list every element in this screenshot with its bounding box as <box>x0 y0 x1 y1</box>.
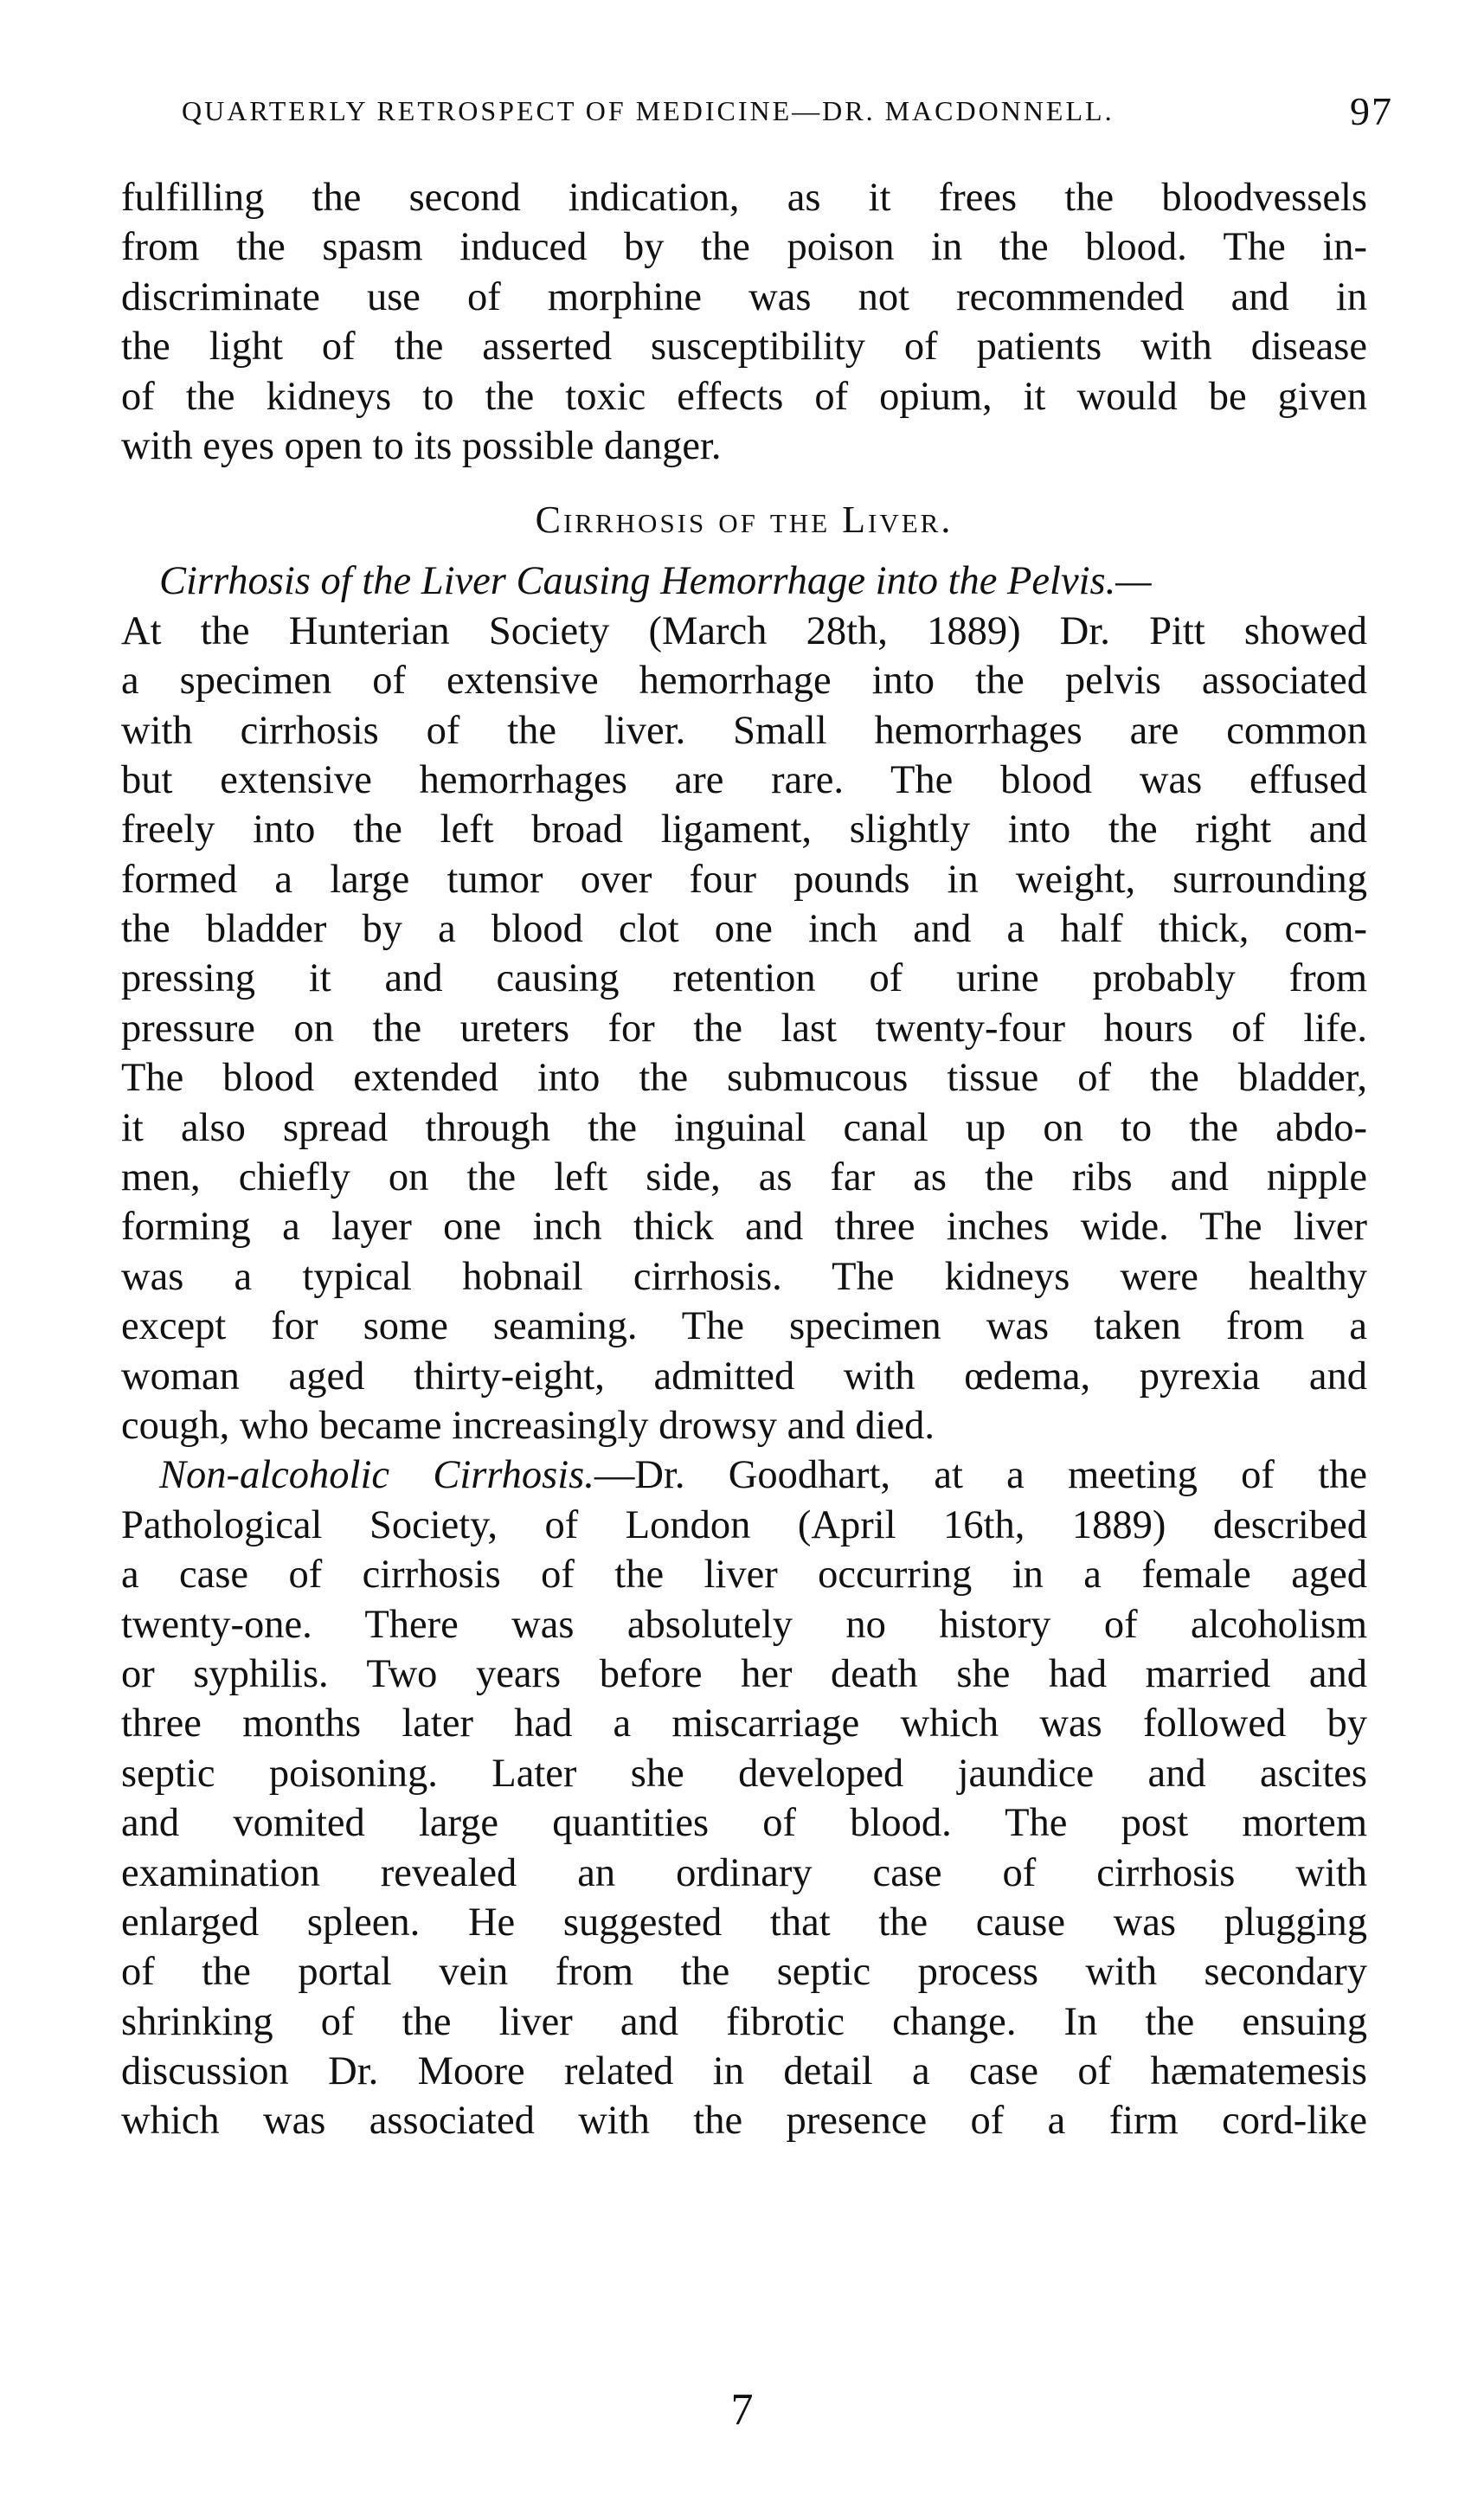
text-line: it also spread through the inguinal canal up on to the abdo- <box>121 1105 1367 1150</box>
text-line: the light of the asserted susceptibility of patients with disease <box>121 325 1367 370</box>
text-line: with eyes open to its possible danger. <box>121 423 722 468</box>
text-line: shrinking of the liver and fibrotic change. In the ensuing <box>121 1999 1367 2044</box>
text-line: which was associated with the presence of a firm cord-like <box>121 2099 1367 2144</box>
text-line: At the Hunterian Society (March 28th, 1889) Dr. Pitt showed <box>121 608 1367 653</box>
text-line: fulfilling the second indication, as it frees the bloodvessels <box>121 176 1367 220</box>
page-number: 97 <box>1350 89 1393 133</box>
text-line: pressing it and causing retention of urine probably from <box>121 956 1367 1001</box>
text-line: Pathological Society, of London (April 16th, 1889) described <box>121 1502 1367 1547</box>
text-line: pressure on the ureters for the last twenty-four hours of life. <box>121 1006 1367 1051</box>
text-line: the bladder by a blood clot one inch and a half thick, com- <box>121 907 1367 952</box>
running-title: QUARTERLY RETROSPECT OF MEDICINE—DR. MACDONNELL. <box>182 95 1115 126</box>
paragraph-first-line-text: —Dr. Goodhart, at a meeting of the <box>594 1453 1367 1498</box>
text-line: men, chiefly on the left side, as far as the ribs and nipple <box>121 1155 1367 1200</box>
text-line: septic poisoning. Later she developed jaundice and ascites <box>121 1751 1367 1796</box>
section-heading: Cirrhosis of the Liver. <box>535 498 954 542</box>
text-line: cough, who became increasingly drowsy and died. <box>121 1403 935 1448</box>
text-line: but extensive hemorrhages are rare. The blood was effused <box>121 757 1367 802</box>
text-line: of the portal vein from the septic process with secondary <box>121 1950 1367 1995</box>
text-line: twenty-one. There was absolutely no history of alcoholism <box>121 1602 1367 1647</box>
text-line: with cirrhosis of the liver. Small hemorrhages are common <box>121 708 1367 753</box>
body-text <box>121 173 1367 2146</box>
text-line: formed a large tumor over four pounds in weight, surrounding <box>121 857 1367 902</box>
paragraph-pelvic-hemorrhage <box>121 556 1367 1450</box>
text-line: except for some seaming. The specimen was taken from a <box>121 1304 1367 1349</box>
paragraph-title: Non-alcoholic Cirrhosis. <box>159 1453 594 1498</box>
text-line: The blood extended into the submucous tissue of the bladder, <box>121 1056 1367 1101</box>
text-line: a case of cirrhosis of the liver occurring in a female aged <box>121 1553 1367 1598</box>
text-line: was a typical hobnail cirrhosis. The kidneys were healthy <box>121 1254 1367 1299</box>
text-line: enlarged spleen. He suggested that the cause was plugging <box>121 1900 1367 1945</box>
paragraph-non-alcoholic-cirrhosis <box>121 1450 1367 2145</box>
text-line: forming a layer one inch thick and three inches wide. The liver <box>121 1205 1367 1250</box>
text-line: discriminate use of morphine was not recommended and in <box>121 274 1367 319</box>
text-line: a specimen of extensive hemorrhage into the pelvis associated <box>121 659 1367 704</box>
running-head <box>121 88 1393 140</box>
text-line: and vomited large quantities of blood. The post mortem <box>121 1801 1367 1846</box>
text-line: freely into the left broad ligament, slightly into the right and <box>121 807 1367 852</box>
text-line: three months later had a miscarriage which was followed by <box>121 1701 1367 1746</box>
text-line: examination revealed an ordinary case of cirrhosis with <box>121 1850 1367 1895</box>
text-line: from the spasm induced by the poison in the blood. The in- <box>121 225 1367 270</box>
paragraph-title: Cirrhosis of the Liver Causing Hemorrhage into the Pelvis.— <box>159 559 1152 604</box>
signature-mark: 7 <box>730 2385 754 2434</box>
text-line: discussion Dr. Moore related in detail a case of hæmatemesis <box>121 2049 1367 2094</box>
text-line: or syphilis. Two years before her death she had married and <box>121 1651 1367 1696</box>
text-line: of the kidneys to the toxic effects of opium, it would be given <box>121 374 1367 419</box>
paragraph-continuation <box>121 173 1367 471</box>
text-line: woman aged thirty-eight, admitted with œdema, pyrexia and <box>121 1354 1367 1399</box>
paragraph-first-line <box>121 1450 1367 1500</box>
